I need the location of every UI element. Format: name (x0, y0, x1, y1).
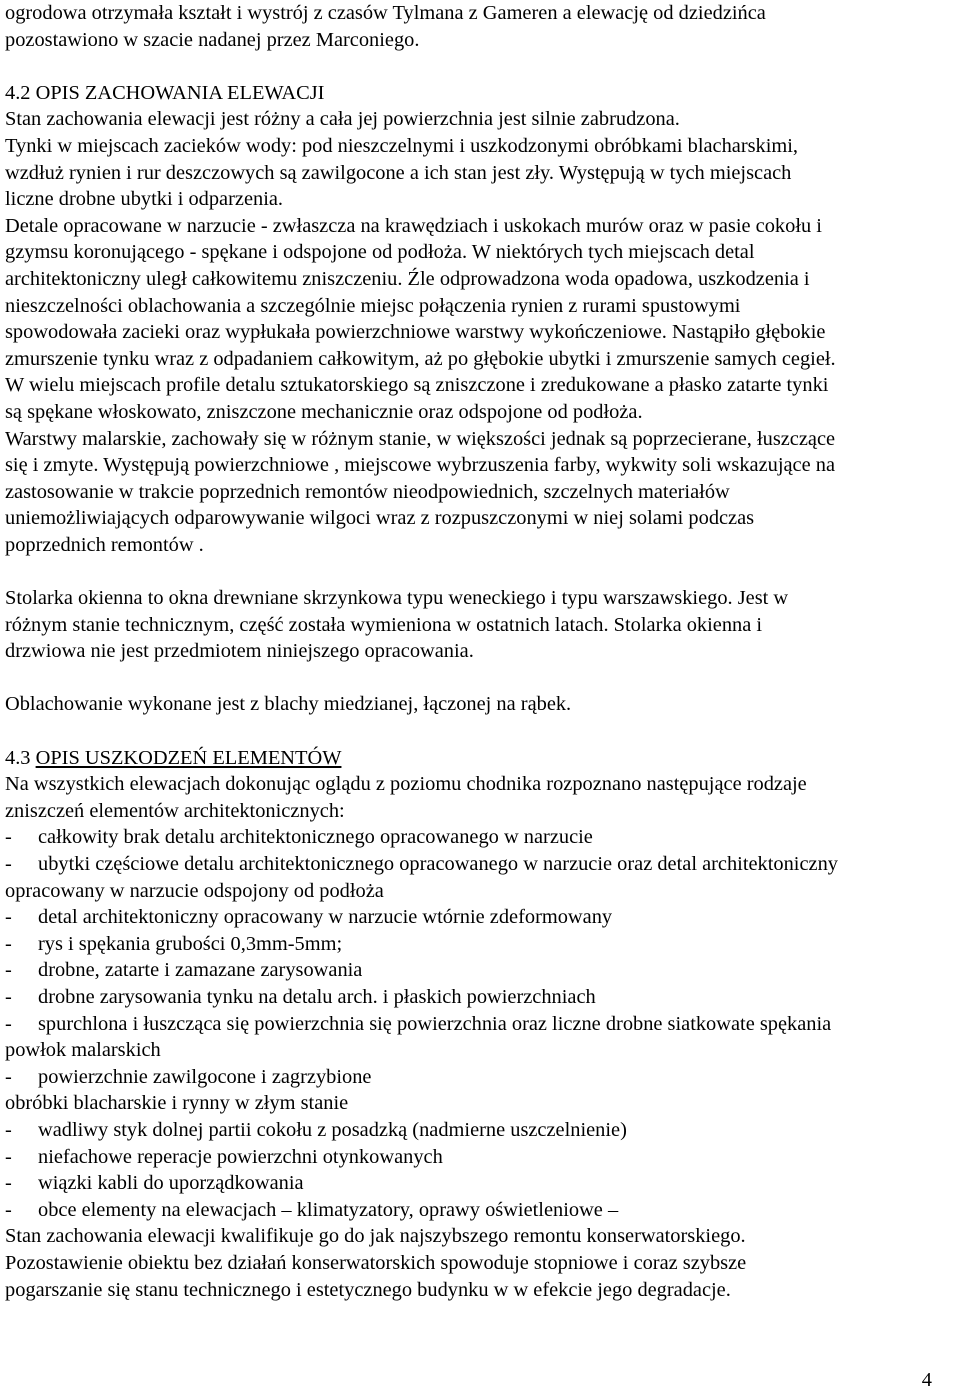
list-item-continuation (5, 878, 955, 905)
list-item (5, 824, 955, 851)
list-item-text: wadliwy styk dolnej partii cokołu z posadzką (nadmierne uszczelnienie) (38, 1118, 627, 1141)
text-line: spowodowała zacieki oraz wypłukała powierzchniowe warstwy wykończeniowe. Nastąpiło głębokie (5, 321, 826, 344)
text-line: Na wszystkich elewacjach dokonując oglądu z poziomu chodnika rozpoznano następujące rodzaje (5, 773, 807, 796)
section-4-2-body (5, 106, 955, 558)
list-item (5, 1170, 955, 1197)
list-item-text: opracowany w narzucie odspojony od podłoża (5, 879, 384, 902)
list-item (5, 1011, 955, 1038)
list-item (5, 1144, 955, 1171)
section-heading-4-2 (5, 80, 955, 107)
list-item (5, 1064, 955, 1091)
list-item-text: rys i spękania grubości 0,3mm-5mm; (38, 932, 343, 955)
list-dash: - (5, 1065, 12, 1088)
text-line: zmurszenie tynku wraz z odpadaniem całkowitym, aż po głębokie ubytki i zmurszenie samych cegieł. (5, 347, 836, 370)
damage-list (5, 824, 955, 1223)
list-item (5, 904, 955, 931)
list-dash: - (5, 1012, 12, 1035)
stolarka-paragraph (5, 585, 955, 665)
list-dash: - (5, 826, 12, 849)
list-dash: - (5, 1198, 12, 1221)
list-item-text: całkowity brak detalu architektonicznego opracowanego w narzucie (38, 826, 593, 849)
list-dash: - (5, 959, 12, 982)
list-item-text: niefachowe reperacje powierzchni otynkowanych (38, 1145, 443, 1168)
intro-paragraph (5, 0, 955, 53)
list-item-text: obce elementy na elewacjach – klimatyzatory, oprawy oświetleniowe – (38, 1198, 619, 1221)
text-line: gzymsu koronującego - spękane i odspojone od podłoża. W niektórych tych miejscach detal (5, 241, 755, 264)
list-item (5, 957, 955, 984)
text-line: Tynki w miejscach zacieków wody: pod nieszczelnymi i uszkodzonymi obróbkami blacharskimi, (5, 134, 799, 157)
list-item (5, 851, 955, 878)
list-item-text: wiązki kabli do uporządkowania (38, 1172, 304, 1195)
text-line: zastosowanie w trakcie poprzednich remontów nieodpowiednich, szczelnych materiałów (5, 480, 730, 503)
list-item-text: powłok malarskich (5, 1039, 161, 1062)
text-line: Warstwy malarskie, zachowały się w różnym stanie, w większości jednak są poprzecierane, łuszczące (5, 427, 836, 450)
text-line: drzwiowa nie jest przedmiotem niniejszego opracowania. (5, 640, 474, 663)
list-item (5, 1197, 955, 1224)
section-heading-4-3 (5, 745, 955, 772)
text-line: Stolarka okienna to okna drewniane skrzynkowa typu weneckiego i typu warszawskiego. Jest w (5, 587, 789, 610)
list-dash: - (5, 1172, 12, 1195)
text-line: się i zmyte. Występują powierzchniowe , miejscowe wybrzuszenia farby, wykwity soli wskazujące na (5, 454, 835, 477)
text-line: liczne drobne ubytki i odparzenia. (5, 188, 284, 211)
list-item-text: drobne zarysowania tynku na detalu arch. i płaskich powierzchniach (38, 985, 596, 1008)
text-line: poprzednich remontów . (5, 533, 204, 556)
list-item-text: detal architektoniczny opracowany w narzucie wtórnie zdeformowany (38, 906, 613, 929)
text-line: są spękane włoskowato, zniszczone mechanicznie oraz odspojone od podłoża. (5, 400, 643, 423)
list-dash: - (5, 1118, 12, 1141)
text-line: Stan zachowania elewacji jest różny a cała jej powierzchnia jest silnie zabrudzona. (5, 108, 680, 131)
text-line: uniemożliwiających odparowywanie wilgoci wraz z rozpuszczonymi w niej solami podczas (5, 507, 755, 530)
text-line: pozostawiono w szacie nadanej przez Marconiego. (5, 28, 420, 51)
text-line: ogrodowa otrzymała kształt i wystrój z czasów Tylmana z Gameren a elewację od dziedzińca (5, 2, 766, 24)
list-item-text: drobne, zatarte i zamazane zarysowania (38, 959, 363, 982)
closing-paragraph (5, 1223, 955, 1303)
text-line: Pozostawienie obiektu bez działań konserwatorskich spowoduje stopniowe i coraz szybsze (5, 1251, 747, 1274)
list-dash: - (5, 932, 12, 955)
list-item (5, 1117, 955, 1144)
section-number: 4.3 (5, 746, 31, 769)
oblachowanie-paragraph: Oblachowanie wykonane jest z blachy miedzianej, łączonej na rąbek. (5, 693, 572, 716)
list-dash: - (5, 1145, 12, 1168)
list-item (5, 931, 955, 958)
list-item-text: ubytki częściowe detalu architektonicznego opracowanego w narzucie oraz detal architektoniczny (38, 853, 838, 875)
text-line: różnym stanie technicznym, część została wymieniona w ostatnich latach. Stolarka okienna i (5, 613, 763, 636)
section-title: OPIS ZACHOWANIA ELEWACJI (35, 81, 325, 104)
text-line: architektoniczny uległ całkowitemu zniszczeniu. Źle odprowadzona woda opadowa, uszkodzenia i (5, 267, 810, 290)
list-item-text: obróbki blacharskie i rynny w złym stanie (5, 1092, 349, 1115)
list-item-continuation (5, 1090, 955, 1117)
text-line: Stan zachowania elewacji kwalifikuje go do jak najszybszego remontu konserwatorskiego. (5, 1225, 746, 1248)
list-item (5, 984, 955, 1011)
list-dash: - (5, 853, 12, 875)
text-line: W wielu miejscach profile detalu sztukatorskiego są zniszczone i zredukowane a płasko zatarte tynki (5, 374, 829, 397)
list-dash: - (5, 985, 12, 1008)
list-dash: - (5, 906, 12, 929)
text-line: nieszczelności oblachowania a szczególnie miejsc połączenia rynien z rurami spustowymi (5, 294, 741, 317)
section-title: OPIS USZKODZEŃ ELEMENTÓW (35, 746, 342, 769)
document-page (5, 0, 955, 1303)
section-number: 4.2 (5, 81, 31, 104)
text-line: zniszczeń elementów architektonicznych: (5, 799, 345, 822)
list-item-text: spurchlona i łuszcząca się powierzchnia się powierzchnia oraz liczne drobne siatkowate spękania (38, 1012, 832, 1035)
list-item-continuation (5, 1037, 955, 1064)
list-item-text: powierzchnie zawilgocone i zagrzybione (38, 1065, 372, 1088)
text-line: pogarszanie się stanu technicznego i estetycznego budynku w w efekcie jego degradacje. (5, 1278, 731, 1301)
page-number: 4 (921, 1369, 932, 1391)
text-line: wzdłuż rynien i rur deszczowych są zawilgocone a ich stan jest zły. Występują w tych miejscach (5, 161, 792, 184)
text-line: Detale opracowane w narzucie - zwłaszcza na krawędziach i uskokach murów oraz w pasie cokołu i (5, 214, 822, 237)
section-4-3-intro (5, 771, 955, 824)
